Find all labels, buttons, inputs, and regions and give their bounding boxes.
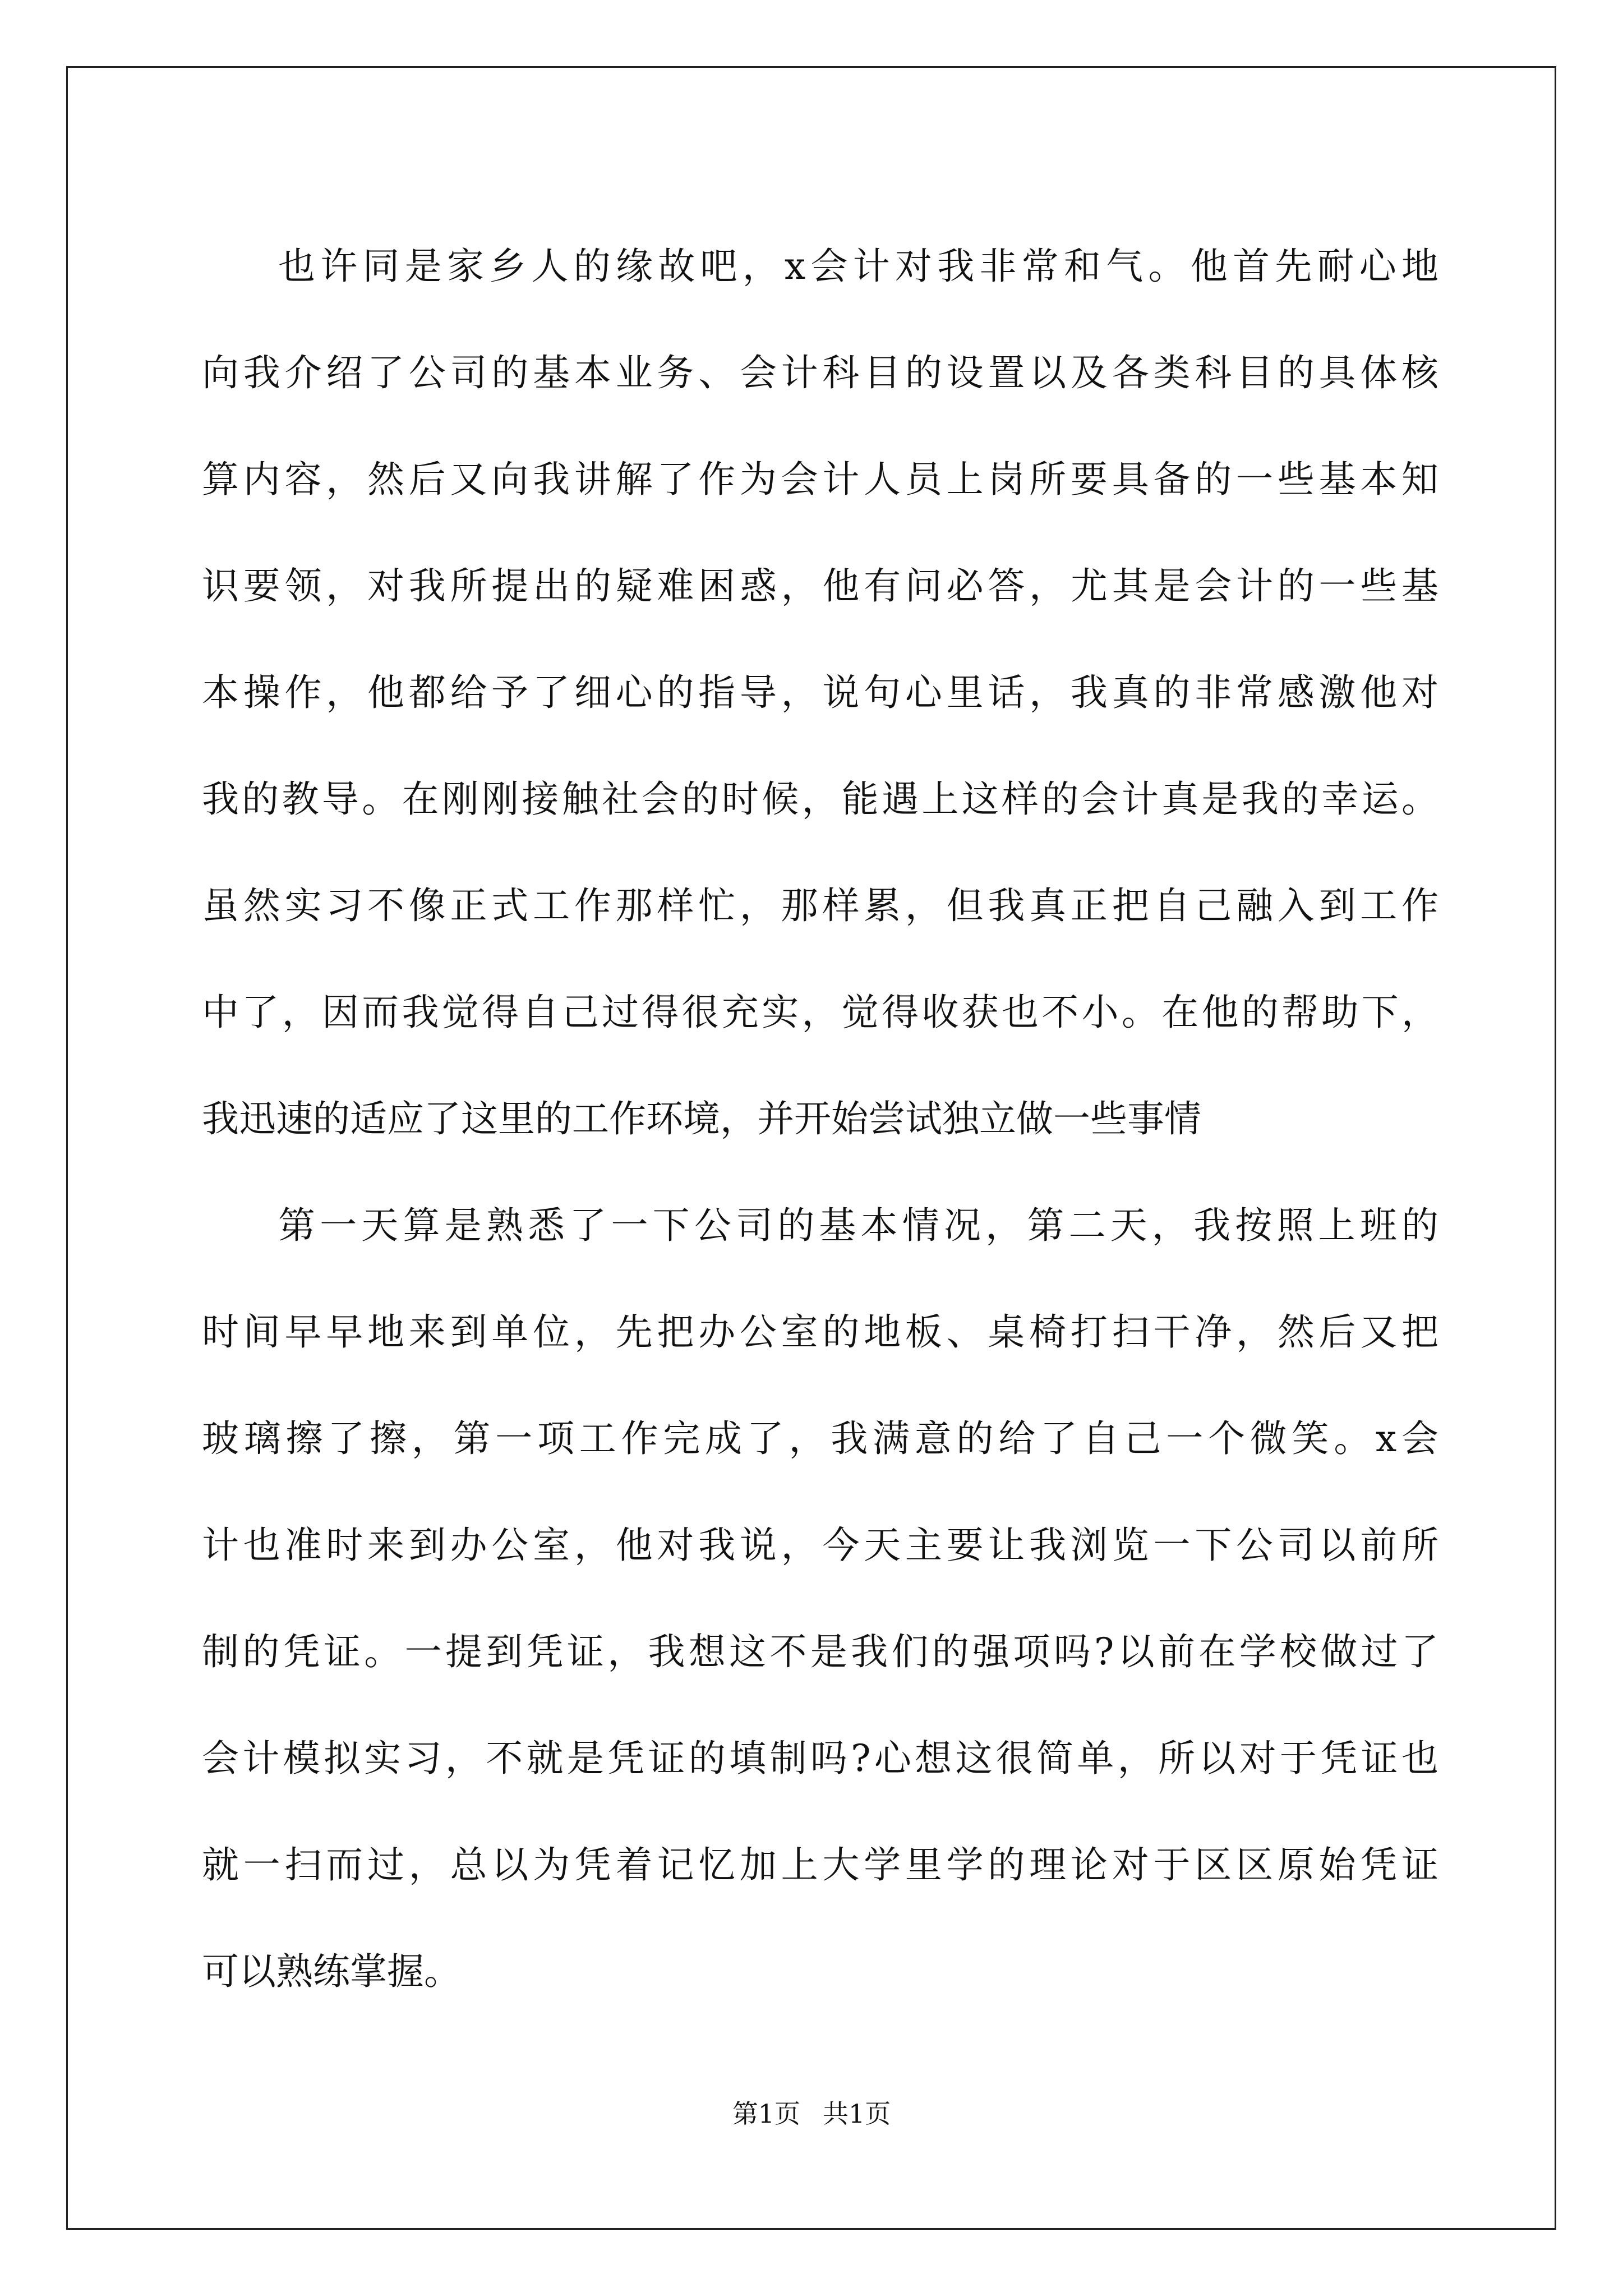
page-number-total: 共1页 [823, 2099, 891, 2129]
paragraph-2-line-8: 可以熟练掌握。 [202, 1950, 461, 1993]
paragraph-1-line-1: 也许同是家乡人的缘故吧，x会计对我非常和气。他首先耐心地 [278, 245, 1438, 288]
paragraph-1-line-4: 识要领，对我所提出的疑难困惑，他有问必答，尤其是会计的一些基 [202, 564, 1438, 608]
paragraph-1-line-6: 我的教导。在刚刚接触社会的时候，能遇上这样的会计真是我的幸运。 [202, 777, 1438, 821]
paragraph-1-line-7: 虽然实习不像正式工作那样忙，那样累，但我真正把自己融入到工作 [202, 884, 1438, 927]
paragraph-2-line-7: 就一扫而过，总以为凭着记忆加上大学里学的理论对于区区原始凭证 [202, 1843, 1438, 1887]
paragraph-1-line-3: 算内容，然后又向我讲解了作为会计人员上岗所要具备的一些基本知 [202, 458, 1438, 501]
page-footer [0, 2097, 1623, 2131]
document-body [202, 213, 1438, 2025]
paragraph-2-line-2: 时间早早地来到单位，先把办公室的地板、桌椅打扫干净，然后又把 [202, 1310, 1438, 1354]
paragraph-1-line-2: 向我介绍了公司的基本业务、会计科目的设置以及各类科目的具体核 [202, 351, 1438, 394]
paragraph-1-line-9: 我迅速的适应了这里的工作环境，并开始尝试独立做一些事情 [202, 1097, 1201, 1140]
paragraph-1-line-8: 中了，因而我觉得自己过得很充实，觉得收获也不小。在他的帮助下， [202, 991, 1438, 1034]
paragraph-2-line-5: 制的凭证。一提到凭证，我想这不是我们的强项吗?以前在学校做过了 [202, 1630, 1438, 1673]
paragraph-2-line-1: 第一天算是熟悉了一下公司的基本情况，第二天，我按照上班的 [278, 1204, 1438, 1247]
paragraph-2-line-4: 计也准时来到办公室，他对我说，今天主要让我浏览一下公司以前所 [202, 1524, 1438, 1567]
paragraph-2-line-6: 会计模拟实习，不就是凭证的填制吗?心想这很简单，所以对于凭证也 [202, 1737, 1438, 1780]
paragraph-2-line-3: 玻璃擦了擦，第一项工作完成了，我满意的给了自己一个微笑。x会 [202, 1417, 1438, 1460]
page-number-current: 第1页 [732, 2099, 800, 2129]
paragraph-1-line-5: 本操作，他都给予了细心的指导，说句心里话，我真的非常感激他对 [202, 671, 1438, 714]
